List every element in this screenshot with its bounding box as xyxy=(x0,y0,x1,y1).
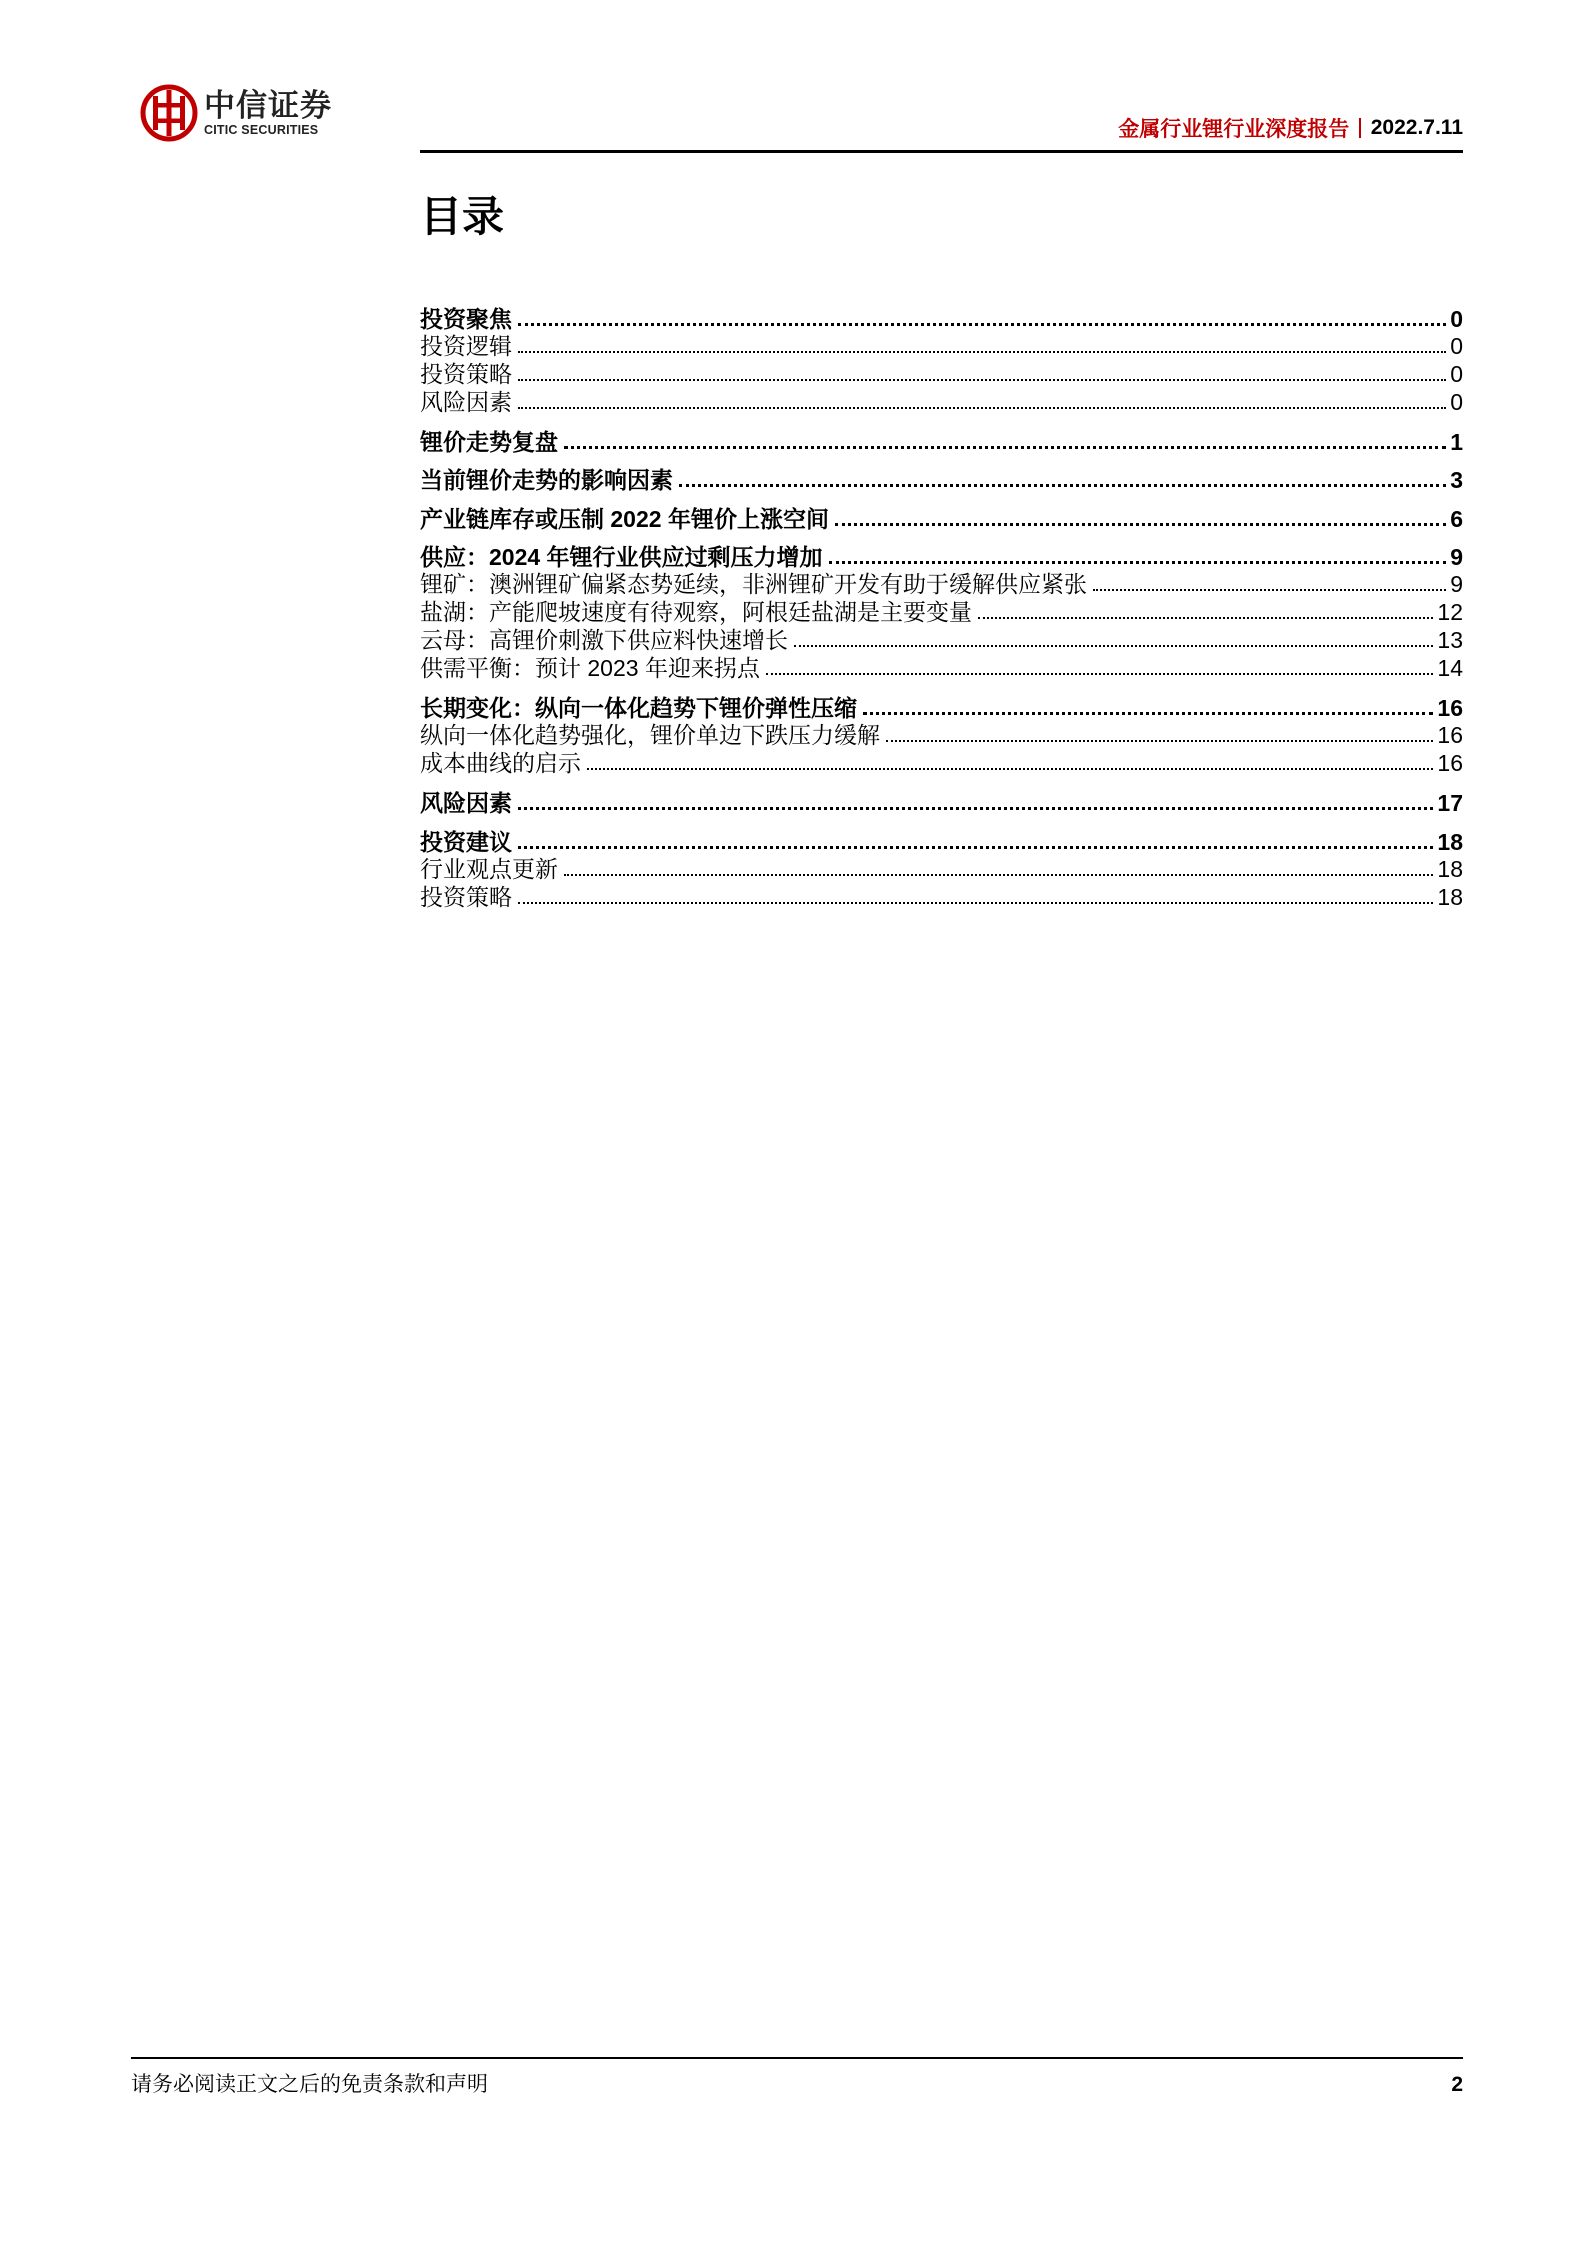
toc-dot-leader xyxy=(794,645,1433,647)
toc-subsection-entry[interactable] xyxy=(420,744,1463,778)
toc-entry-page: 9 xyxy=(1450,571,1463,597)
toc-dot-leader xyxy=(518,407,1446,409)
logo-name-en: CITIC SECURITIES xyxy=(204,123,319,137)
toc-dot-leader xyxy=(518,379,1446,381)
citic-logo-icon xyxy=(140,84,198,142)
toc-dot-leader xyxy=(518,902,1433,904)
header-separator xyxy=(1359,118,1361,138)
page-number: 2 xyxy=(1451,2073,1463,2096)
toc-entry-label: 纵向一体化趋势强化，锂价单边下跌压力缓解 xyxy=(420,722,880,748)
header-divider xyxy=(420,150,1463,153)
toc-dot-leader xyxy=(978,617,1433,619)
toc-entry-label: 投资策略 xyxy=(420,884,512,910)
toc-entry-page: 13 xyxy=(1437,627,1463,653)
toc-dot-leader xyxy=(829,561,1447,564)
toc-entry-page: 17 xyxy=(1437,790,1463,816)
toc-entry-label: 供应：2024 年锂行业供应过剩压力增加 xyxy=(420,544,823,570)
toc-entry-label: 产业链库存或压制 2022 年锂价上涨空间 xyxy=(420,506,829,532)
toc-entry-page: 0 xyxy=(1450,306,1463,332)
toc-entry-page: 1 xyxy=(1450,429,1463,455)
toc-entry-page: 3 xyxy=(1450,467,1463,493)
toc-entry-page: 9 xyxy=(1450,544,1463,570)
toc-dot-leader xyxy=(886,740,1433,742)
toc-entry-label: 投资逻辑 xyxy=(420,333,512,359)
toc-dot-leader xyxy=(518,846,1433,849)
toc-entry-page: 14 xyxy=(1437,655,1463,681)
toc-dot-leader xyxy=(766,673,1433,675)
toc-entry-page: 16 xyxy=(1437,695,1463,721)
toc-entry-label: 锂矿：澳洲锂矿偏紧态势延续，非洲锂矿开发有助于缓解供应紧张 xyxy=(420,571,1087,597)
toc-entry-label: 云母：高锂价刺激下供应料快速增长 xyxy=(420,627,788,653)
toc-dot-leader xyxy=(587,768,1433,770)
toc-entry-label: 供需平衡：预计 2023 年迎来拐点 xyxy=(420,655,760,681)
toc-dot-leader xyxy=(564,446,1446,449)
toc-entry-label: 当前锂价走势的影响因素 xyxy=(420,467,673,493)
toc-dot-leader xyxy=(863,712,1433,715)
logo-name-cn: 中信证券 xyxy=(204,88,332,124)
report-title: 金属行业锂行业深度报告 xyxy=(1118,118,1350,141)
toc-dot-leader xyxy=(564,874,1433,876)
report-header xyxy=(1118,113,1463,143)
toc-section-entry[interactable] xyxy=(420,423,1463,457)
toc-dot-leader xyxy=(518,807,1433,810)
toc-entry-page: 16 xyxy=(1437,750,1463,776)
page-title: 目录 xyxy=(420,193,505,240)
toc-entry-page: 18 xyxy=(1437,856,1463,882)
toc-entry-label: 投资聚焦 xyxy=(420,306,512,332)
footer-divider xyxy=(131,2057,1463,2059)
toc-entry-page: 0 xyxy=(1450,333,1463,359)
toc-dot-leader xyxy=(518,323,1446,326)
toc-entry-label: 盐湖：产能爬坡速度有待观察，阿根廷盐湖是主要变量 xyxy=(420,599,972,625)
toc-entry-page: 0 xyxy=(1450,389,1463,415)
toc-section-entry[interactable] xyxy=(420,500,1463,534)
toc-section-entry[interactable] xyxy=(420,784,1463,818)
toc-entry-label: 风险因素 xyxy=(420,790,512,816)
toc-entry-page: 18 xyxy=(1437,829,1463,855)
toc-entry-page: 12 xyxy=(1437,599,1463,625)
toc-entry-page: 0 xyxy=(1450,361,1463,387)
toc-entry-label: 行业观点更新 xyxy=(420,856,558,882)
logo xyxy=(140,84,332,142)
toc-dot-leader xyxy=(518,351,1446,353)
report-date: 2022.7.11 xyxy=(1370,116,1463,139)
toc-entry-label: 成本曲线的启示 xyxy=(420,750,581,776)
toc-subsection-entry[interactable] xyxy=(420,649,1463,683)
toc-dot-leader xyxy=(679,484,1446,487)
toc-subsection-entry[interactable] xyxy=(420,878,1463,912)
disclaimer-note: 请务必阅读正文之后的免责条款和声明 xyxy=(131,2073,488,2096)
toc-dot-leader xyxy=(835,523,1446,526)
toc-entry-label: 风险因素 xyxy=(420,389,512,415)
toc-subsection-entry[interactable] xyxy=(420,383,1463,417)
toc-entry-label: 锂价走势复盘 xyxy=(420,429,558,455)
toc-entry-label: 投资策略 xyxy=(420,361,512,387)
toc-entry-label: 投资建议 xyxy=(420,829,512,855)
toc-entry-label: 长期变化：纵向一体化趋势下锂价弹性压缩 xyxy=(420,695,857,721)
toc-entry-page: 18 xyxy=(1437,884,1463,910)
logo-text xyxy=(204,89,332,137)
toc-section-entry[interactable] xyxy=(420,461,1463,495)
toc-entry-page: 6 xyxy=(1450,506,1463,532)
toc-dot-leader xyxy=(1093,589,1446,591)
toc-entry-page: 16 xyxy=(1437,722,1463,748)
